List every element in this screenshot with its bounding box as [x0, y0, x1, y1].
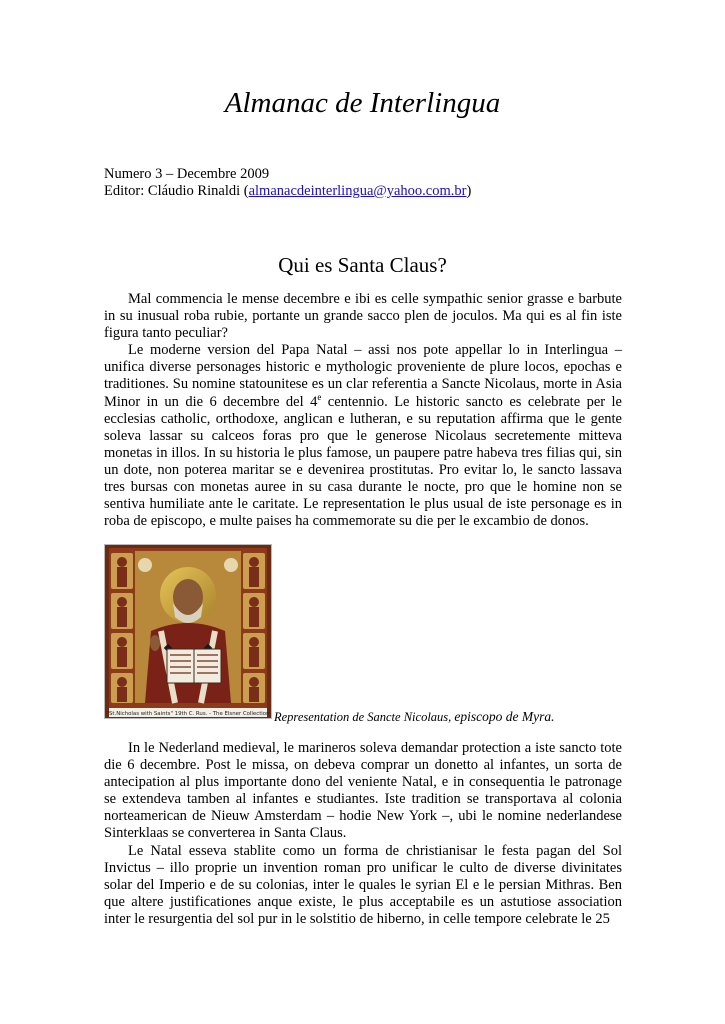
figure-caption: Representation de Sancte Nicolaus, episcopo de Myra.	[274, 709, 555, 724]
paragraph-2: Le moderne version del Papa Natal – assi nos pote appellar lo in Interlingua – unifica diverse personages historic e mythologic proveniente de plure locos, epochas e traditiones. Su nomine statounitese es un clar referentia a Sancte Nicolaus, morte in Asia Minor in un die 6 decembre del 4e centennio. Le historic sancto es celebrate per le ecclesias catholic, orthodoxe, anglican e lutheran, e su reputation affirma que le gente soleva lassar su calceos foras pro que le generose Nicolaus secretemente mitteva monetas in illos. In su historia le plus famose, un paupere patre habeva tres filias qui, sin un dote, non poterea maritar se e devenirea prostitutas. Pro evitar lo, le sancto lassava tres bursas con monetas auree in su casa durante le nocte, pro que le homine non se sentiva humiliate ante le caritate. Le representation le plus usual de iste personage es in roba de episcopo, e multe paises ha commemorate su die per le excambio de donos.	[104, 342, 622, 530]
article-heading: Qui es Santa Claus?	[278, 253, 447, 277]
paragraph-1: Mal commencia le mense decembre e ibi es celle sympathic senior grasse e barbute in su inusual roba rubie, portante un grande sacco plen de joculos. Ma qui es al fin iste figura tanto peculiar?	[104, 291, 622, 342]
document-title: Almanac de Interlingua	[224, 87, 501, 119]
issue-number: Numero 3 – Decembre 2009	[104, 166, 270, 182]
article-body-top	[104, 291, 622, 530]
article-body-bottom	[104, 740, 622, 928]
paragraph-4: Le Natal esseva stablite como un forma de christianisar le festa pagan del Sol Invictus – illo proprie un invention roman pro unificar le culto de diverse divinitates solar del Imperio e de su colonias, inter le quales le syrian El e le persian Mithras. Ben que altere justificationes anque existe, le plus acceptabile es un astutiose association inter le resurgentia del sol pur in le solstitio de hiberno, in celle tempore celebrate le 25	[104, 842, 622, 927]
paragraph-3: In le Nederland medieval, le marineros soleva demandar protection a iste sancto tote die 6 decembre. Post le missa, on debeva comprar un donetto al infantes, un sorta de antecipation al plus importante dono del veniente Natal, e in consequentia le patronage se extendeva tamben al infantes e studiantes. Iste tradition se transportava al colonia norteamerican de Nieuw Amsterdam – hodie New York –, ubi le nomine nederlandese Sinterklaas se converterea in Santa Claus.	[104, 740, 622, 842]
figure-plate-text: "St.Nicholas with Saints" 19th C. Rus. - The Elsner Collection	[106, 711, 270, 717]
issue-info	[104, 166, 471, 200]
editor-line: Editor: Cláudio Rinaldi (almanacdeinterlingua@yahoo.com.br)	[104, 183, 472, 199]
saint-nicholas-icon-image	[104, 544, 272, 719]
editor-email-link[interactable]: almanacdeinterlingua@yahoo.com.br	[248, 183, 467, 199]
